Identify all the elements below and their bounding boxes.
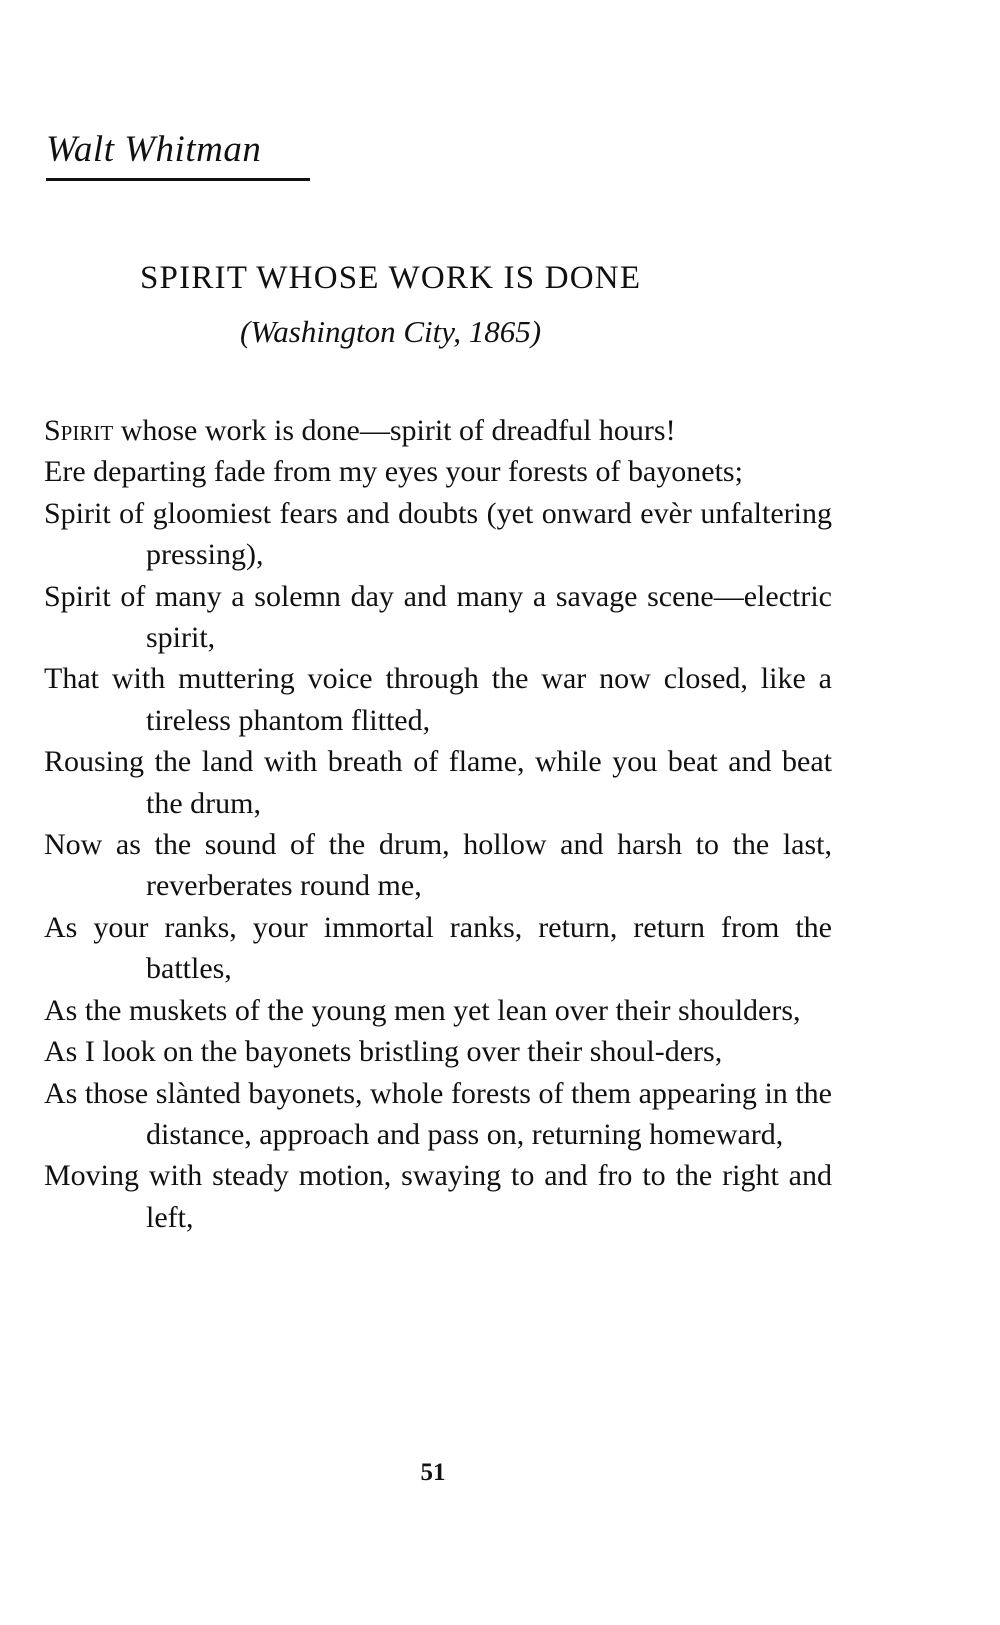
poem-line: As I look on the bayonets bristling over their shoul-ders,	[44, 1035, 723, 1069]
poem-first-word: Spirit	[44, 414, 114, 447]
poem-title: SPIRIT WHOSE WORK IS DONE	[140, 260, 642, 296]
poem-line: Spirit of gloomiest fears and doubts (yet onward evèr unfaltering pressing),	[44, 496, 832, 572]
poem-subtitle: (Washington City, 1865)	[240, 314, 542, 349]
poem-line: Now as the sound of the drum, hollow and harsh to the last, reverberates round me,	[44, 828, 832, 903]
poem-line-text: whose work is done—spirit of dreadful hours!	[113, 414, 676, 447]
page-number: 51	[420, 1459, 446, 1486]
poem-line: Ere departing fade from my eyes your forests of bayonets;	[44, 455, 743, 489]
running-head-rule	[46, 178, 310, 181]
poem-body	[44, 410, 832, 1238]
poem-line: Rousing the land with breath of flame, while you beat and beat the drum,	[44, 745, 832, 820]
poem-line: That with muttering voice through the war now closed, like a tireless phantom flitted,	[44, 662, 832, 737]
poem-line: As your ranks, your immortal ranks, return, return from the battles,	[44, 910, 832, 986]
running-head: Walt Whitman	[46, 129, 262, 170]
poem-line	[44, 410, 832, 451]
poem-line: As those slànted bayonets, whole forests of them appearing in the distance, approach and pass on, returning homeward,	[44, 1076, 832, 1151]
poem-line: Spirit of many a solemn day and many a savage scene—electric spirit,	[44, 579, 832, 655]
poem-line: As the muskets of the young men yet lean over their shoulders,	[44, 993, 801, 1027]
poem-line: Moving with steady motion, swaying to and fro to the right and left,	[44, 1159, 832, 1234]
